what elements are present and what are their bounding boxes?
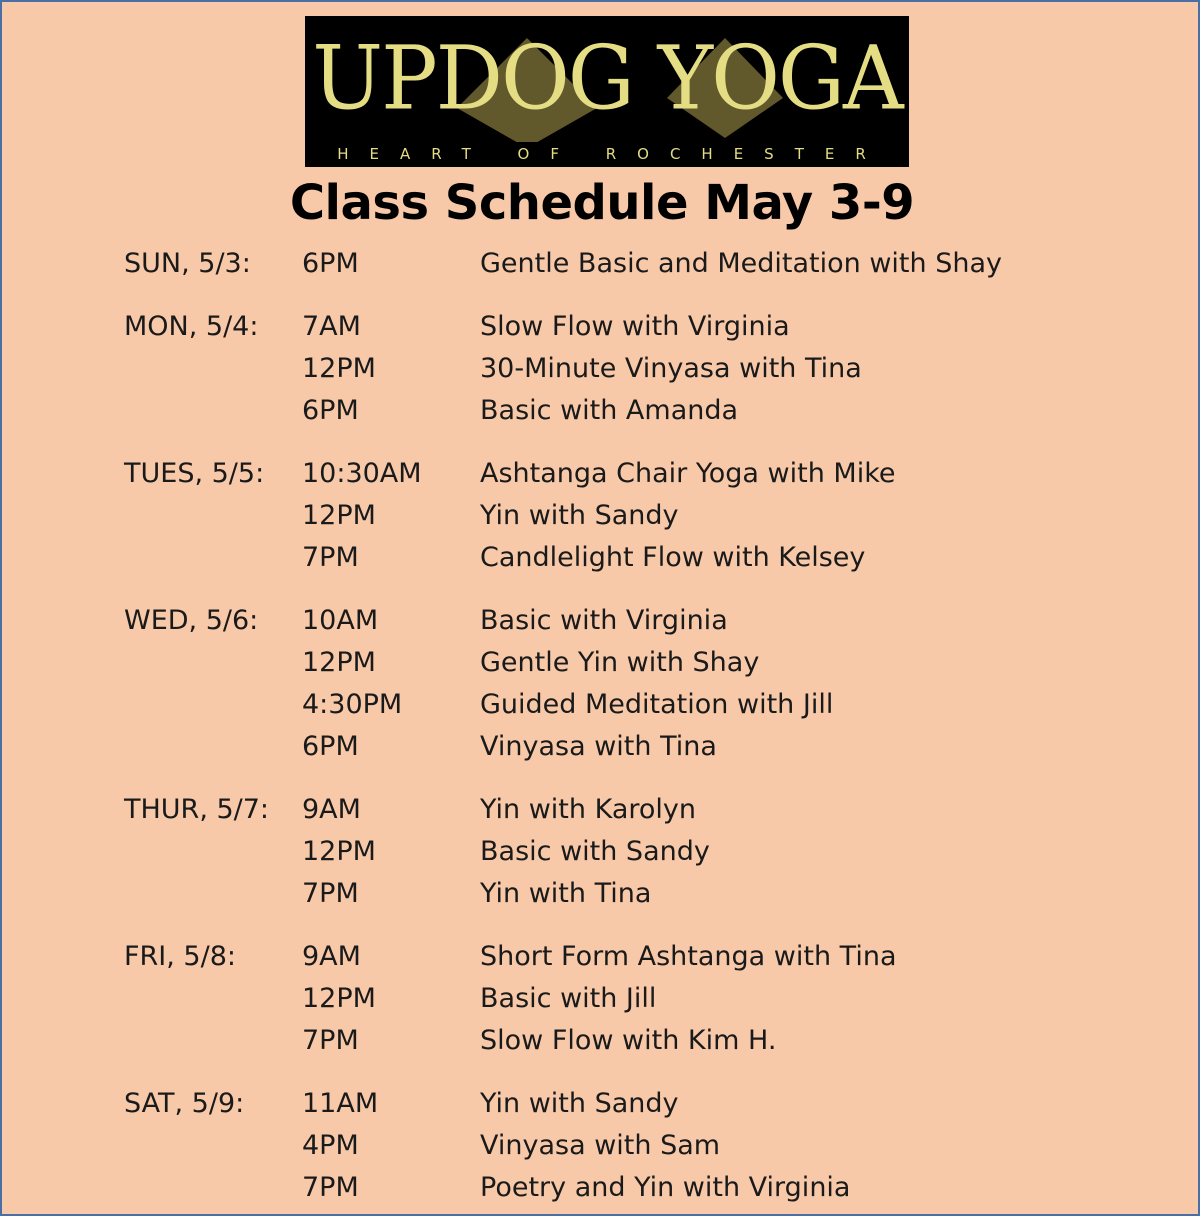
- class-name: Gentle Yin with Shay: [480, 646, 760, 678]
- updog-yoga-logo: [305, 16, 909, 167]
- class-name: Basic with Virginia: [480, 604, 728, 636]
- class-time: 10AM: [302, 604, 379, 636]
- logo-tagline: HEART OF ROCHESTER: [337, 145, 887, 163]
- class-time: 12PM: [302, 499, 376, 531]
- class-time: 12PM: [302, 352, 376, 384]
- class-name: Guided Meditation with Jill: [480, 688, 834, 720]
- day-label: MON, 5/4:: [124, 310, 259, 342]
- class-row: [124, 683, 1074, 725]
- class-name: Candlelight Flow with Kelsey: [480, 541, 866, 573]
- class-time: 9AM: [302, 940, 361, 972]
- day-block: [124, 305, 1074, 431]
- class-name: Yin with Sandy: [480, 499, 679, 531]
- day-block: [124, 1082, 1074, 1208]
- class-name: Yin with Sandy: [480, 1087, 679, 1119]
- class-time: 6PM: [302, 247, 359, 279]
- class-row: [124, 641, 1074, 683]
- class-name: Basic with Sandy: [480, 835, 710, 867]
- day-block: [124, 242, 1074, 284]
- class-row: [124, 1166, 1074, 1208]
- class-name: Yin with Tina: [480, 877, 652, 909]
- class-name: Vinyasa with Tina: [480, 730, 717, 762]
- class-row: [124, 872, 1074, 914]
- class-time: 4PM: [302, 1129, 359, 1161]
- class-row: [124, 977, 1074, 1019]
- class-row: [124, 1124, 1074, 1166]
- class-time: 12PM: [302, 646, 376, 678]
- class-time: 12PM: [302, 835, 376, 867]
- class-name: Yin with Karolyn: [480, 793, 696, 825]
- class-time: 7PM: [302, 1171, 359, 1203]
- class-row: [124, 242, 1074, 284]
- class-row: [124, 1019, 1074, 1061]
- class-row: [124, 725, 1074, 767]
- day-label: WED, 5/6:: [124, 604, 259, 636]
- class-row: [124, 347, 1074, 389]
- class-row: [124, 494, 1074, 536]
- class-time: 12PM: [302, 982, 376, 1014]
- class-row: [124, 452, 1074, 494]
- class-row: [124, 389, 1074, 431]
- class-time: 7AM: [302, 310, 361, 342]
- class-time: 4:30PM: [302, 688, 403, 720]
- class-name: Basic with Jill: [480, 982, 657, 1014]
- class-schedule: [124, 242, 1074, 1229]
- class-name: Slow Flow with Kim H.: [480, 1024, 777, 1056]
- day-block: [124, 935, 1074, 1061]
- day-label: THUR, 5/7:: [124, 793, 270, 825]
- class-row: [124, 935, 1074, 977]
- class-time: 10:30AM: [302, 457, 422, 489]
- logo-wordmark: UPDOG YOGA: [312, 26, 902, 130]
- class-time: 6PM: [302, 730, 359, 762]
- class-name: Vinyasa with Sam: [480, 1129, 721, 1161]
- class-name: 30-Minute Vinyasa with Tina: [480, 352, 862, 384]
- day-label: TUES, 5/5:: [124, 457, 265, 489]
- day-block: [124, 788, 1074, 914]
- class-row: [124, 1082, 1074, 1124]
- class-time: 6PM: [302, 394, 359, 426]
- day-block: [124, 599, 1074, 767]
- class-name: Ashtanga Chair Yoga with Mike: [480, 457, 896, 489]
- class-name: Gentle Basic and Meditation with Shay: [480, 247, 1002, 279]
- class-time: 7PM: [302, 877, 359, 909]
- class-name: Short Form Ashtanga with Tina: [480, 940, 897, 972]
- class-time: 9AM: [302, 793, 361, 825]
- class-row: [124, 599, 1074, 641]
- day-label: SUN, 5/3:: [124, 247, 251, 279]
- class-name: Basic with Amanda: [480, 394, 739, 426]
- day-label: SAT, 5/9:: [124, 1087, 245, 1119]
- class-row: [124, 830, 1074, 872]
- class-row: [124, 536, 1074, 578]
- class-name: Slow Flow with Virginia: [480, 310, 790, 342]
- class-time: 7PM: [302, 541, 359, 573]
- page-title: Class Schedule May 3-9: [289, 175, 915, 231]
- class-row: [124, 788, 1074, 830]
- class-row: [124, 305, 1074, 347]
- class-time: 7PM: [302, 1024, 359, 1056]
- day-label: FRI, 5/8:: [124, 940, 236, 972]
- day-block: [124, 452, 1074, 578]
- class-time: 11AM: [302, 1087, 379, 1119]
- class-name: Poetry and Yin with Virginia: [480, 1171, 851, 1203]
